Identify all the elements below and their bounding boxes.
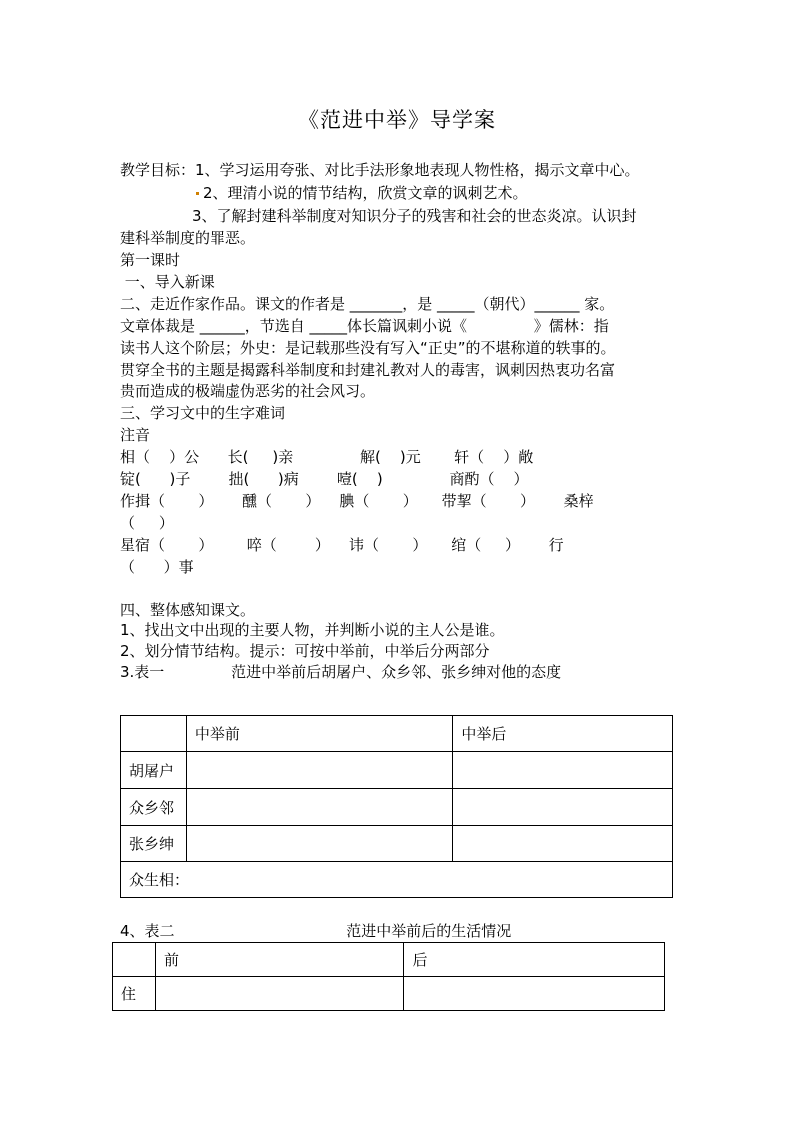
section-2e: 贵而造成的极端虚伪恶劣的社会风习。 bbox=[120, 382, 376, 400]
table-header-row bbox=[121, 716, 673, 752]
page-title: 《范进中举》导学案 bbox=[298, 108, 496, 132]
answer-cell[interactable] bbox=[453, 752, 673, 789]
table-row bbox=[113, 977, 665, 1011]
row-label: 众乡邻 bbox=[121, 789, 187, 826]
row-label: 张乡绅 bbox=[121, 826, 187, 862]
attitude-table bbox=[120, 715, 673, 898]
row-label: 住 bbox=[113, 977, 156, 1011]
table-header-cell: 前 bbox=[155, 943, 404, 977]
table-row bbox=[121, 752, 673, 789]
table-footer-row bbox=[121, 862, 673, 898]
answer-cell[interactable] bbox=[186, 789, 452, 826]
goal-line-3b: 建科举制度的罪恶。 bbox=[120, 229, 256, 247]
goal-line-2-text: 2、理清小说的情节结构，欣赏文章的讽刺艺术。 bbox=[203, 184, 528, 202]
question-1: 1、找出文中出现的主要人物，并判断小说的主人公是谁。 bbox=[120, 621, 505, 639]
goal-line-3: 3、了解封建科举制度对知识分子的残害和社会的世态炎凉。认识封 bbox=[192, 207, 637, 225]
answer-cell[interactable] bbox=[186, 752, 452, 789]
question-4: 4、表二 范进中举前后的生活情况 bbox=[120, 922, 512, 940]
answer-cell[interactable] bbox=[453, 826, 673, 862]
question-2: 2、划分情节结构。提示：可按中举前，中举后分两部分 bbox=[120, 642, 490, 660]
answer-cell[interactable] bbox=[186, 826, 452, 862]
goal-line-1: 教学目标：1、学习运用夸张、对比手法形象地表现人物性格，揭示文章中心。 bbox=[120, 161, 640, 179]
living-table bbox=[112, 942, 665, 1011]
section-1: 一、导入新课 bbox=[120, 273, 215, 291]
goal-line-2 bbox=[192, 183, 528, 204]
table-header-row bbox=[113, 943, 665, 977]
word-line-3: 作揖（ ） 醺（ ） 腆（ ） 带挈（ ） 桑梓 bbox=[120, 492, 594, 510]
mark-dot bbox=[196, 192, 199, 195]
question-3: 3.表一 范进中举前后胡屠户、众乡邻、张乡绅对他的态度 bbox=[120, 663, 562, 681]
section-2d: 贯穿全书的主题是揭露科举制度和封建礼教对人的毒害，讽刺因热衷功名富 bbox=[120, 361, 616, 379]
footer-cell[interactable]: 众生相： bbox=[121, 862, 673, 898]
table-header-cell: 中举前 bbox=[186, 716, 452, 752]
row-label: 胡屠户 bbox=[121, 752, 187, 789]
table-header-cell: 后 bbox=[404, 943, 665, 977]
table-row bbox=[121, 826, 673, 862]
answer-cell[interactable] bbox=[155, 977, 404, 1011]
table-header-cell bbox=[121, 716, 187, 752]
table-row bbox=[121, 789, 673, 826]
answer-cell[interactable] bbox=[453, 789, 673, 826]
word-line-1: 相（ ）公 长( )亲 解( )元 轩（ ）敞 bbox=[120, 448, 534, 466]
word-line-3b: （ ） bbox=[120, 514, 174, 532]
word-line-2: 锭( )子 拙( )病 噎( ) 商酌（ ） bbox=[120, 470, 529, 488]
table-header-cell: 中举后 bbox=[453, 716, 673, 752]
table-header-cell bbox=[113, 943, 156, 977]
pinyin-heading: 注音 bbox=[120, 426, 151, 444]
lesson-heading: 第一课时 bbox=[120, 251, 181, 269]
section-2b: 文章体裁是 ______，节选自 _____体长篇讽刺小说《 》儒林：指 bbox=[120, 317, 609, 335]
section-2c: 读书人这个阶层；外史：是记载那些没有写入“正史”的不堪称道的轶事的。 bbox=[120, 339, 616, 357]
section-3: 三、学习文中的生字难词 bbox=[120, 404, 286, 422]
answer-cell[interactable] bbox=[404, 977, 665, 1011]
section-2: 二、走近作家作品。课文的作者是 _______，是 _____（朝代）______ 家。 bbox=[120, 295, 615, 313]
word-line-4: 星宿（ ） 啐（ ） 讳（ ） 绾（ ） 行 bbox=[120, 536, 564, 554]
word-line-4b: （ ）事 bbox=[120, 558, 194, 576]
section-4: 四、整体感知课文。 bbox=[120, 601, 256, 619]
